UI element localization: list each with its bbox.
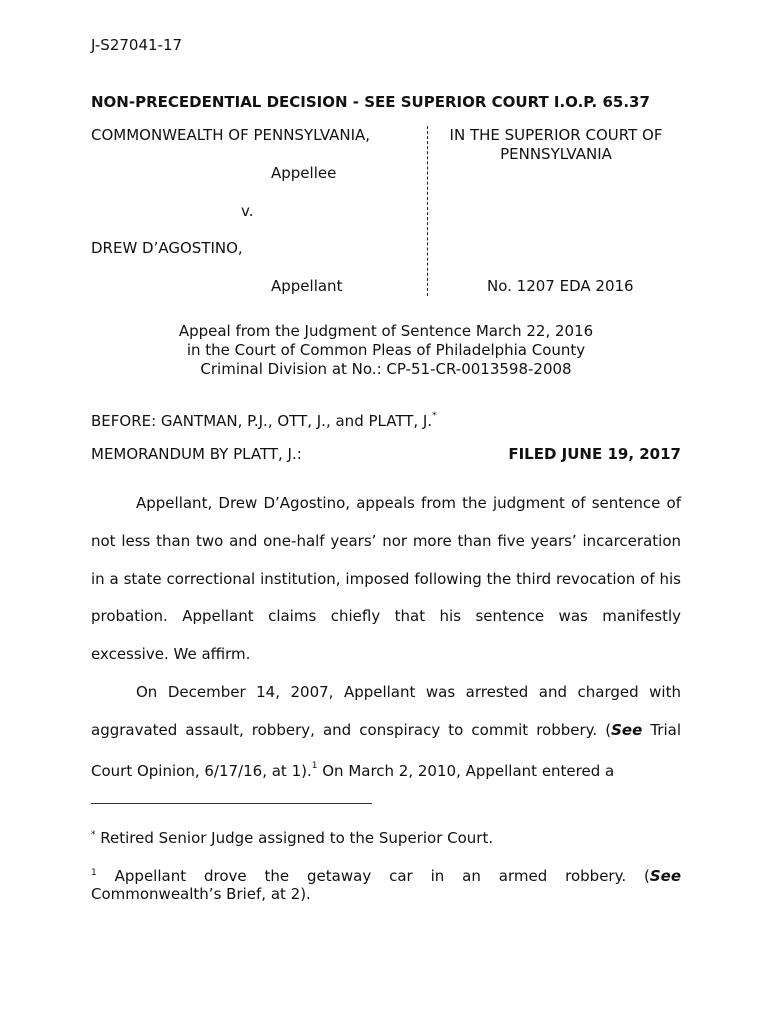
filed-date: FILED JUNE 19, 2017: [508, 445, 681, 463]
court-name: IN THE SUPERIOR COURT OF PENNSYLVANIA: [449, 126, 663, 163]
footnote-marker-star: *: [432, 411, 437, 421]
footnote-1: [91, 864, 681, 903]
memorandum-author: MEMORANDUM BY PLATT, J.:: [91, 445, 302, 463]
plaintiff-role: Appellee: [271, 164, 337, 182]
footnote-rule: [91, 803, 372, 804]
paragraph-2-text-b: Trial Court Opinion, 6/17/16, at 1).: [91, 720, 681, 780]
paragraph-1: Appellant, Drew D’Agostino, appeals from the judgment of sentence of not less than two and one-half years’ nor more than five years’ incarceration in a state correctional institution, imposed following the third revocation of his probation. Appellant claims chiefly that his sentence was manifestly excessive. We affirm.: [91, 494, 681, 664]
plaintiff-name: COMMONWEALTH OF PENNSYLVANIA,: [91, 126, 371, 144]
nonprecedential-notice: NON-PRECEDENTIAL DECISION - SEE SUPERIOR COURT I.O.P. 65.37: [91, 93, 650, 111]
versus: v.: [241, 202, 254, 220]
footnote-star-marker: *: [91, 830, 96, 840]
appeal-info: [91, 322, 681, 379]
footnote-1-see: See: [649, 867, 681, 885]
see-signal: See: [611, 720, 643, 739]
case-caption: [91, 126, 681, 298]
document-id: J-S27041-17: [91, 36, 183, 54]
panel-text: BEFORE: GANTMAN, P.J., OTT, J., and PLATT, J.: [91, 412, 433, 430]
appeal-line-1: Appeal from the Judgment of Sentence March 22, 2016: [178, 322, 594, 340]
footnote-ref-1: 1: [311, 760, 318, 771]
footnote-1-marker: 1: [91, 868, 97, 878]
footnote-1-text: Appellant drove the getaway car in an armed robbery. (: [96, 867, 650, 885]
caption-parties: [91, 126, 427, 298]
opinion-body: [91, 485, 681, 790]
panel-line: [91, 412, 437, 430]
defendant-role: Appellant: [271, 277, 343, 295]
footnote-star: [91, 826, 681, 847]
caption-divider: [427, 126, 428, 296]
caption-court: [431, 126, 681, 298]
footnote-star-text: Retired Senior Judge assigned to the Superior Court.: [95, 829, 494, 847]
docket-number: No. 1207 EDA 2016: [487, 277, 634, 295]
appeal-line-2: in the Court of Common Pleas of Philadelphia County: [186, 341, 586, 359]
paragraph-2-text-a: On December 14, 2007, Appellant was arrested and charged with aggravated assault, robbery, and conspiracy to commit robbery. (: [91, 682, 681, 739]
paragraph-2-text-c: On March 2, 2010, Appellant entered a: [317, 761, 615, 780]
footnote-1-tail: Commonwealth’s Brief, at 2).: [91, 885, 311, 903]
defendant-name: DREW D’AGOSTINO,: [91, 239, 243, 257]
paragraph-2: [91, 674, 681, 790]
appeal-line-3: Criminal Division at No.: CP-51-CR-0013598-2008: [200, 360, 572, 378]
